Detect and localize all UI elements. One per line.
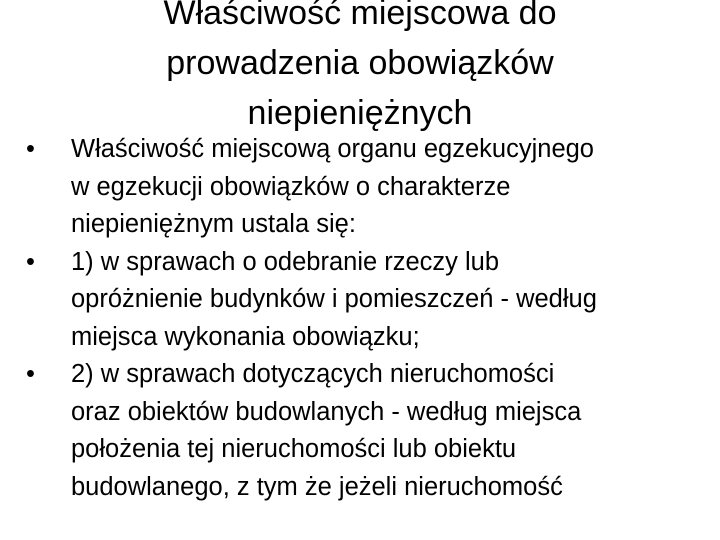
bullet-text-line: 2) w sprawach dotyczących nieruchomości bbox=[71, 360, 555, 388]
bullet-text-line: Właściwość miejscową organu egzekucyjnego bbox=[71, 135, 594, 163]
bullet-item bbox=[22, 356, 702, 506]
bullet-text-line: opróżnienie budynków i pomieszczeń - według bbox=[71, 285, 597, 313]
bullet-icon: • bbox=[26, 247, 35, 276]
bullet-text-line: położenia tej nieruchomości lub obiektu bbox=[71, 435, 517, 463]
bullet-item bbox=[22, 131, 702, 244]
bullet-text-line: w egzekucji obowiązków o charakterze bbox=[71, 172, 511, 201]
bullet-text-line: 1) w sprawach o odebranie rzeczy lub bbox=[71, 247, 500, 276]
title-line: Właściwość miejscowa do bbox=[163, 0, 557, 32]
bullet-text-line: budowlanego, z tym że jeżeli nieruchomość bbox=[71, 472, 563, 501]
bullet-text-line: miejsca wykonania obowiązku; bbox=[71, 322, 420, 351]
bullet-icon: • bbox=[26, 360, 35, 388]
bullet-list bbox=[22, 131, 702, 506]
title-line: niepieniężnych bbox=[247, 94, 473, 132]
title-line: prowadzenia obowiązków bbox=[166, 44, 554, 82]
bullet-text-line: oraz obiektów budowlanych - według miejsca bbox=[71, 397, 582, 426]
bullet-icon: • bbox=[26, 135, 35, 163]
slide-title bbox=[60, 0, 660, 138]
bullet-text-line: niepieniężnym ustala się: bbox=[71, 210, 356, 238]
bullet-item bbox=[22, 244, 702, 357]
